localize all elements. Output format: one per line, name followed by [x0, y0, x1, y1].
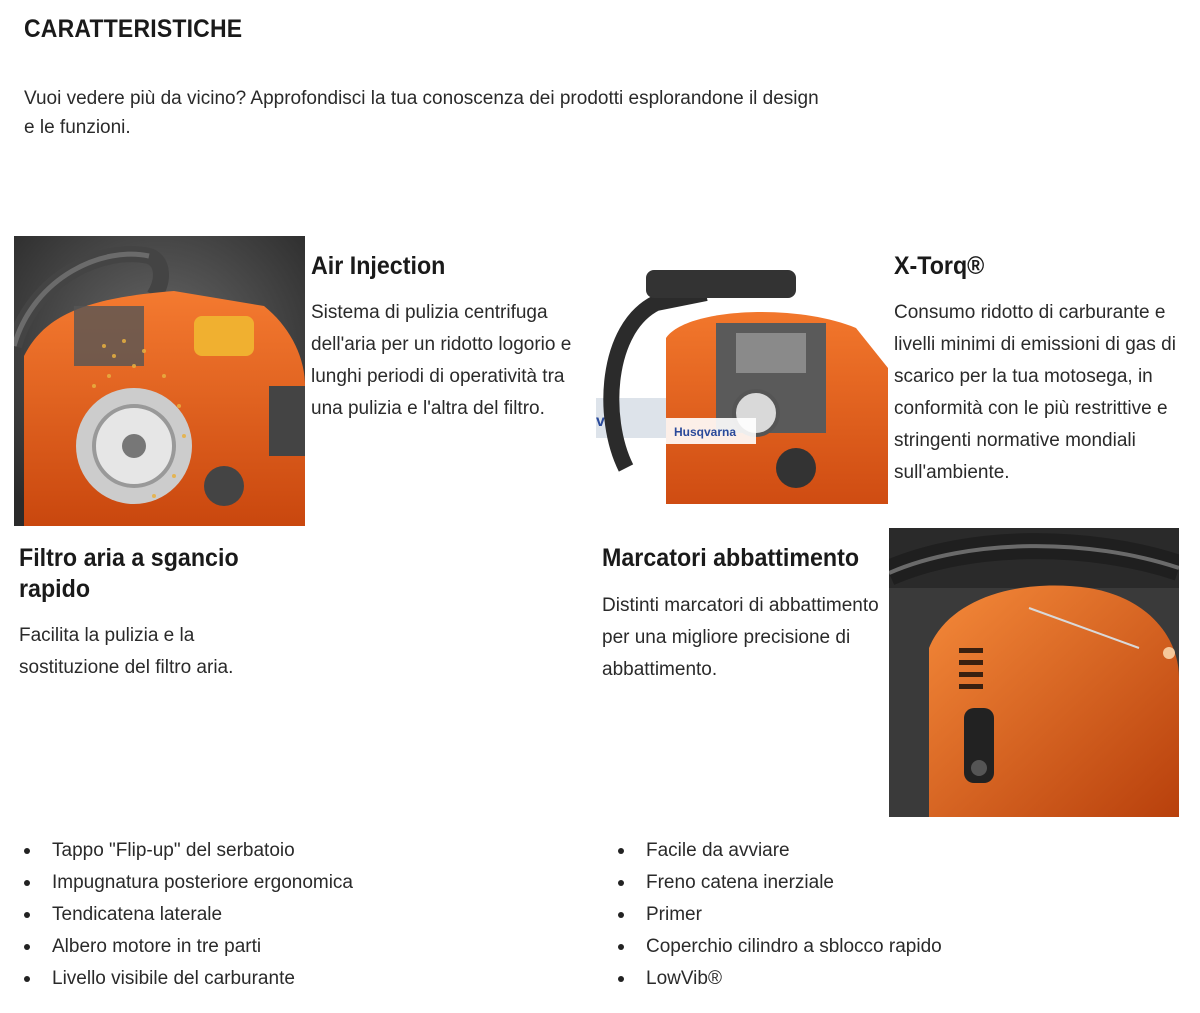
bullet-dot [618, 976, 624, 982]
list-item-text: Freno catena inerziale [646, 872, 834, 893]
feature-title-x-torq: X-Torq® [894, 252, 985, 280]
list-item [617, 931, 1177, 963]
brand-logo-text: Husqvarna [674, 425, 737, 439]
list-item-text: Coperchio cilindro a sblocco rapido [646, 936, 942, 957]
list-item-text: Albero motore in tre parti [52, 936, 262, 957]
list-item [617, 835, 1177, 867]
x-torq-image [596, 268, 888, 504]
feature-title-air-injection: Air Injection [311, 252, 446, 280]
feature-desc-filtro-aria: Facilita la pulizia e la sostituzione del filtro aria. [19, 625, 234, 678]
feature-title-filtro-aria: Filtro aria a sgancio rapido [19, 544, 239, 603]
list-item-text: Tappo "Flip-up" del serbatoio [52, 840, 295, 861]
list-item [23, 835, 543, 867]
bar-text: var [596, 413, 621, 430]
list-item-text: Livello visibile del carburante [52, 968, 295, 989]
air-injection-image [14, 236, 305, 526]
feature-desc-air-injection: Sistema di pulizia centrifuga dell'aria per un ridotto logorio e lunghi periodi di operatività tra una pulizia e l'altra del filtro. [311, 302, 572, 419]
feature-desc-x-torq: Consumo ridotto di carburante e livelli minimi di emissioni di gas di scarico per la tua motosega, in conformità con le più restrittive e stringenti normative mondiali sull'ambiente. [894, 302, 1176, 483]
bullet-dot [24, 848, 30, 854]
list-item [617, 867, 1177, 899]
list-item [617, 899, 1177, 931]
list-item [23, 867, 543, 899]
bullet-dot [618, 848, 624, 854]
list-item [23, 931, 543, 963]
list-item [23, 899, 543, 931]
list-item-text: Primer [646, 904, 702, 925]
intro-text: Vuoi vedere più da vicino? Approfondisci la tua conoscenza dei prodotti esplorandone il design e le funzioni. [24, 88, 819, 138]
marcatori-image [889, 528, 1179, 817]
list-item-text: LowVib® [646, 968, 722, 989]
bullet-dot [618, 912, 624, 918]
bullet-dot [618, 944, 624, 950]
list-item [617, 963, 1177, 995]
list-item-text: Facile da avviare [646, 840, 790, 861]
bullet-dot [618, 880, 624, 886]
feature-title-marcatori: Marcatori abbattimento [602, 544, 860, 572]
list-item [23, 963, 543, 995]
bullet-dot [24, 944, 30, 950]
list-item-text: Impugnatura posteriore ergonomica [52, 872, 354, 893]
bullet-list-left [23, 835, 543, 995]
list-item-text: Tendicatena laterale [52, 904, 223, 925]
bullet-list-right [617, 835, 1177, 995]
page-title: CARATTERISTICHE [24, 15, 243, 43]
feature-desc-marcatori: Distinti marcatori di abbattimento per una migliore precisione di abbattimento. [602, 595, 879, 680]
bullet-dot [24, 976, 30, 982]
bullet-dot [24, 880, 30, 886]
bullet-dot [24, 912, 30, 918]
